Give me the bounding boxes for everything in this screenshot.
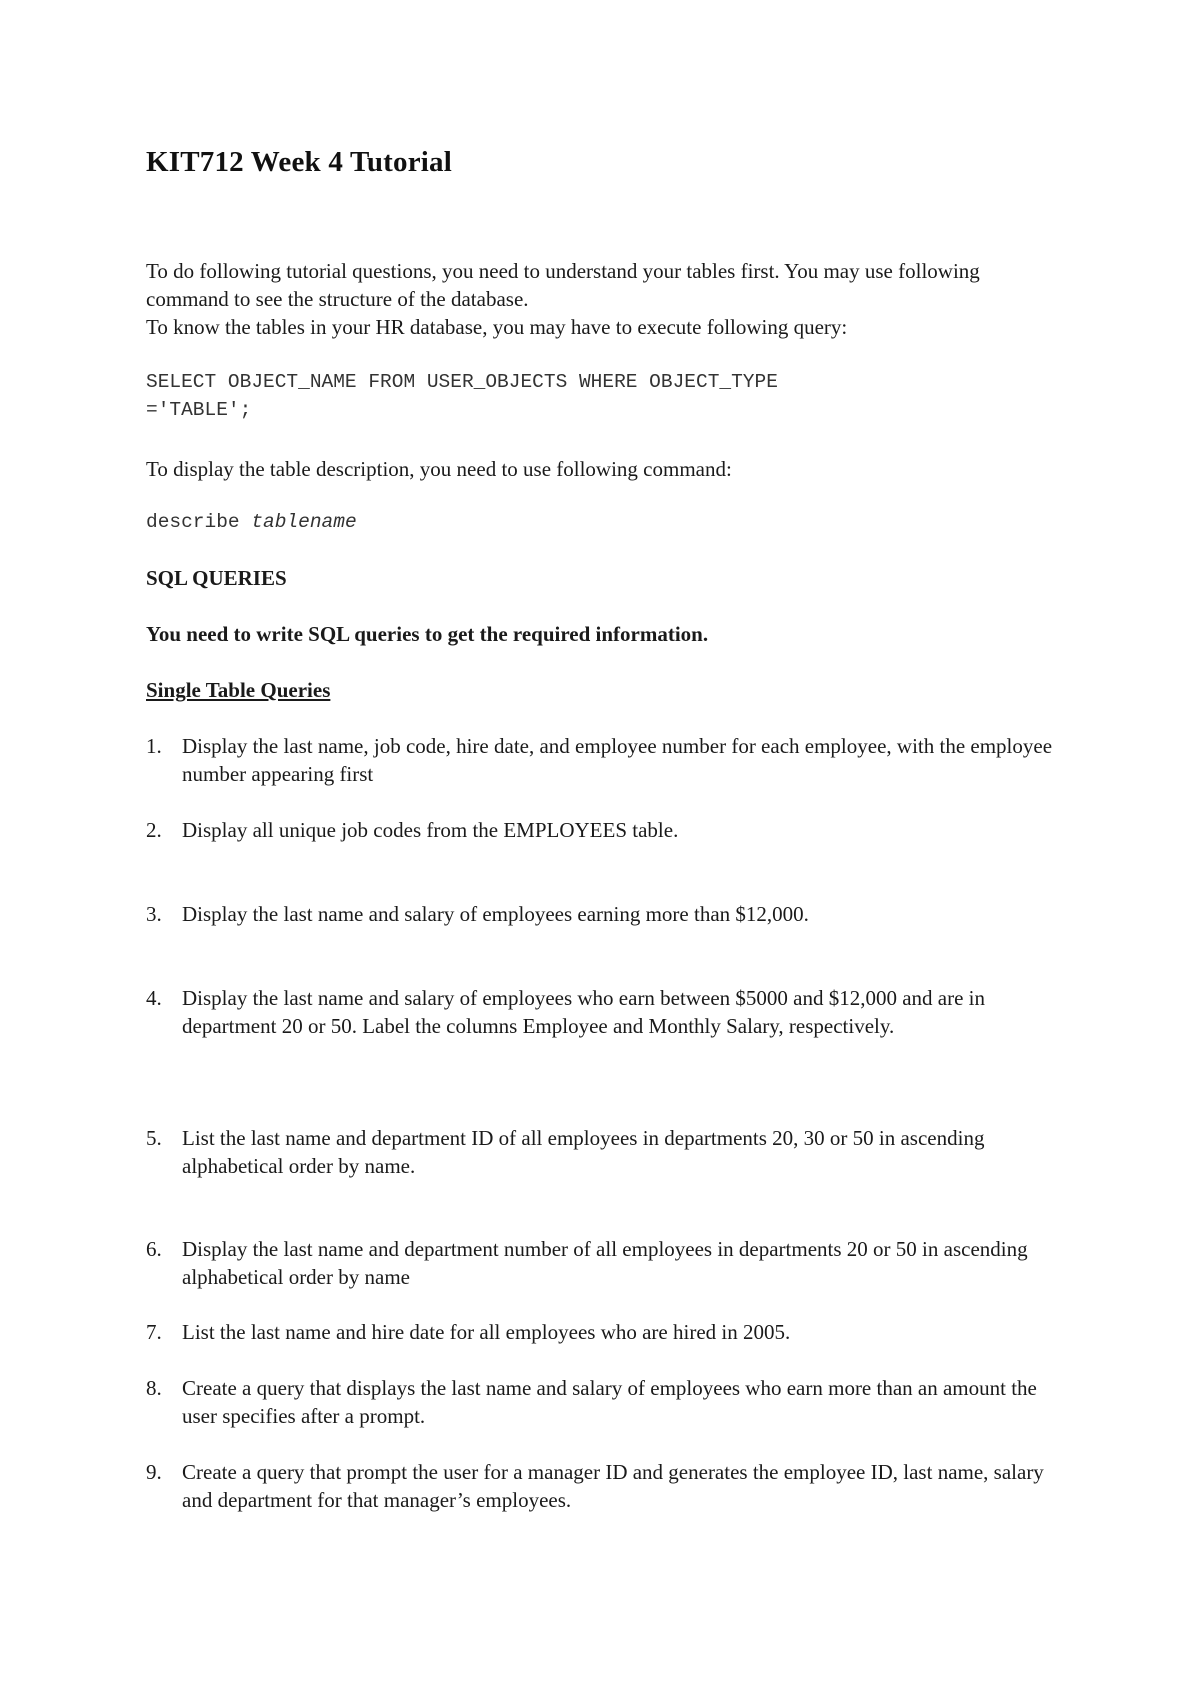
- question-number: 3.: [146, 902, 162, 926]
- question-text: Display the last name, job code, hire date, and employee number for each employee, with the employee number appearing first: [182, 734, 1053, 786]
- question-number: 5.: [146, 1126, 162, 1150]
- question-item: [146, 984, 1066, 1040]
- question-text: Create a query that prompt the user for a manager ID and generates the employee ID, last name, salary and department for that manager’s employees.: [182, 1460, 1044, 1512]
- describe-argument: tablename: [251, 511, 357, 533]
- intro-line-2: To know the tables in your HR database, you may have to execute following query:: [146, 315, 848, 339]
- question-text: Display the last name and salary of employees who earn between $5000 and $12,000 and are in department 20 or 50. Label the columns Employee and Monthly Salary, respectively.: [182, 986, 986, 1038]
- section-heading: SQL QUERIES: [146, 566, 287, 590]
- question-item: [146, 1235, 1066, 1291]
- question-number: 6.: [146, 1237, 162, 1261]
- question-item: [146, 1374, 1066, 1430]
- page-title: KIT712 Week 4 Tutorial: [146, 146, 453, 178]
- question-item: [146, 1318, 1066, 1346]
- describe-intro-text: To display the table description, you need to use following command:: [146, 457, 732, 481]
- describe-keyword: describe: [146, 511, 240, 533]
- question-number: 8.: [146, 1376, 162, 1400]
- question-item: [146, 732, 1066, 788]
- question-number: 1.: [146, 734, 162, 758]
- subheading-single-table: Single Table Queries: [146, 678, 331, 702]
- question-item: [146, 900, 1066, 928]
- question-item: [146, 816, 1066, 844]
- question-number: 7.: [146, 1320, 162, 1344]
- question-number: 9.: [146, 1460, 162, 1484]
- question-number: 4.: [146, 986, 162, 1010]
- question-item: [146, 1458, 1066, 1514]
- describe-command-code: [146, 508, 357, 536]
- question-text: List the last name and department ID of all employees in departments 20, 30 or 50 in ascending alphabetical order by name.: [182, 1126, 985, 1178]
- question-text: Display the last name and department number of all employees in departments 20 or 50 in ascending alphabetical order by name: [182, 1237, 1028, 1289]
- intro-line-1: To do following tutorial questions, you need to understand your tables first. You may use following command to see the structure of the database.: [146, 259, 980, 311]
- question-text: Display all unique job codes from the EMPLOYEES table.: [182, 818, 679, 842]
- question-number: 2.: [146, 818, 162, 842]
- question-text: Create a query that displays the last name and salary of employees who earn more than an amount the user specifies after a prompt.: [182, 1376, 1037, 1428]
- question-text: Display the last name and salary of employees earning more than $12,000.: [182, 902, 809, 926]
- instruction-text: You need to write SQL queries to get the required information.: [146, 622, 709, 646]
- question-text: List the last name and hire date for all employees who are hired in 2005.: [182, 1320, 791, 1344]
- intro-paragraph: [146, 257, 1066, 341]
- question-item: [146, 1124, 1066, 1180]
- sql-query-code: SELECT OBJECT_NAME FROM USER_OBJECTS WHERE OBJECT_TYPE ='TABLE';: [146, 371, 778, 421]
